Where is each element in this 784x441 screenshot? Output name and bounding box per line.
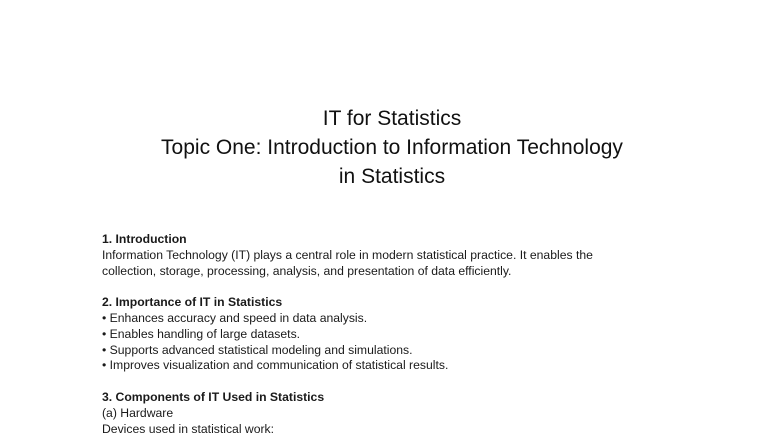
section-components xyxy=(102,390,722,437)
section-introduction xyxy=(102,232,722,279)
bullet-item: • Supports advanced statistical modeling and simulations. xyxy=(102,342,413,357)
section-spacer xyxy=(102,374,722,390)
title-line-course: IT for Statistics xyxy=(322,107,462,130)
section-heading: 1. Introduction xyxy=(102,232,187,246)
section-spacer xyxy=(102,279,722,295)
title-line-topic-cont: in Statistics xyxy=(338,165,446,188)
paragraph-line: Devices used in statistical work: xyxy=(102,421,275,436)
title-line-topic: Topic One: Introduction to Information Technology xyxy=(161,136,623,159)
paragraph-line: collection, storage, processing, analysis, and presentation of data efficiently. xyxy=(102,263,512,278)
document-title xyxy=(0,104,784,191)
bullet-item: • Enhances accuracy and speed in data analysis. xyxy=(102,310,368,325)
section-importance xyxy=(102,295,722,374)
subsection-heading: (a) Hardware xyxy=(102,405,174,420)
bullet-item: • Improves visualization and communication of statistical results. xyxy=(102,358,449,373)
paragraph-line: Information Technology (IT) plays a central role in modern statistical practice. It enables the xyxy=(102,247,593,262)
section-heading: 3. Components of IT Used in Statistics xyxy=(102,389,325,404)
bullet-item: • Enables handling of large datasets. xyxy=(102,326,301,341)
document-body xyxy=(102,232,722,437)
section-heading: 2. Importance of IT in Statistics xyxy=(102,295,283,310)
